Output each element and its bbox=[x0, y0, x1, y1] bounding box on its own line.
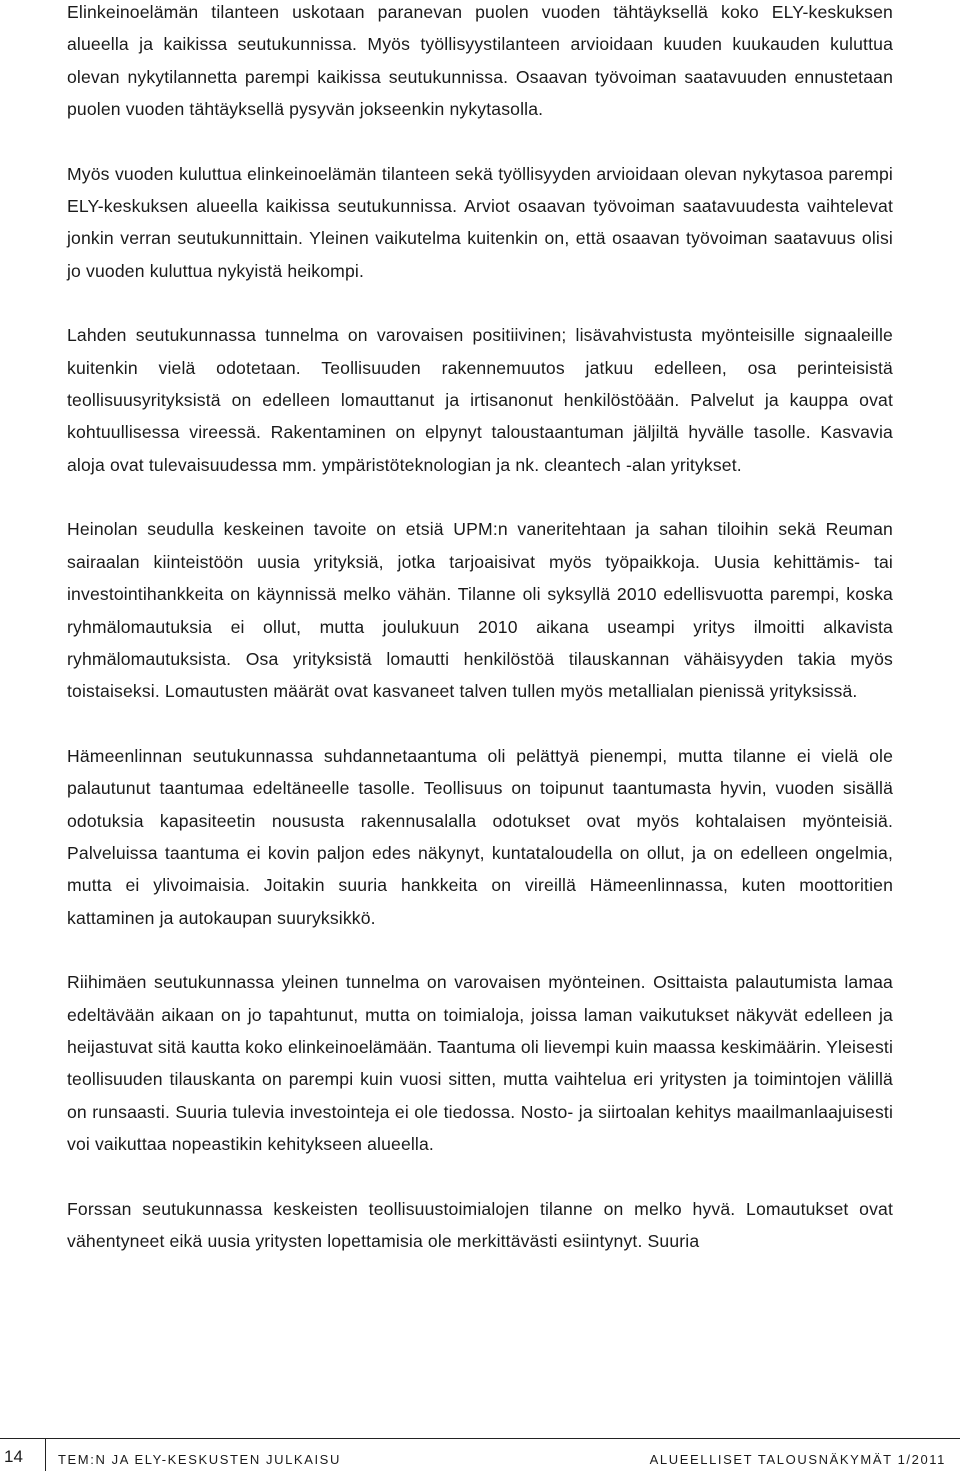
footer-page-number-divider bbox=[45, 1438, 46, 1471]
page-footer bbox=[0, 1438, 960, 1471]
paragraph-outlook-summary: Elinkeinoelämän tilanteen uskotaan paranevan puolen vuoden tähtäyksellä koko ELY-keskuksen alueella ja kaikissa seutukunnissa. Myös työllisyystilanteen arvioidaan kuuden kuukauden kuluttua olevan nykytilannetta parempi kaikissa seutukunnissa. Osaavan työvoiman saatavuuden ennustetaan puolen vuoden tähtäyksellä pysyvän jokseenkin nykytasolla. bbox=[67, 2, 893, 120]
publication-name: TEM:N JA ELY-KESKUSTEN JULKAISU bbox=[58, 1452, 341, 1467]
paragraph-lahti: Lahden seutukunnassa tunnelma on varovaisen positiivinen; lisävahvistusta myönteisille signaaleille kuitenkin vielä odotetaan. Teollisuuden rakennemuutos jatkuu edelleen, osa perinteisistä teollisuusyrityksistä on edelleen lomauttanut ja irtisanonut henkilöstöään. Palvelut ja kauppa ovat kohtuullisessa vireessä. Rakentaminen on elpynyt taloustaantuman jäljiltä hyvälle tasolle. Kasvavia aloja ovat tulevaisuudessa mm. ympäristöteknologian ja nk. cleantech -alan yritykset. bbox=[67, 325, 893, 475]
page-number: 14 bbox=[4, 1447, 23, 1466]
paragraph-forssa: Forssan seutukunnassa keskeisten teollisuustoimialojen tilanne on melko hyvä. Lomautukset ovat vähentyneet eikä uusia yritysten lopettamisia ole merkittävästi esiintynyt. Suuria bbox=[67, 1198, 893, 1251]
issue-title: ALUEELLISET TALOUSNÄKYMÄT 1/2011 bbox=[649, 1452, 946, 1467]
paragraph-riihimaki: Riihimäen seutukunnassa yleinen tunnelma on varovaisen myönteinen. Osittaista palautumista lamaa edeltävään aikaan on jo tapahtunut, mutta on toimialoja, joissa laman vaikutukset näkyvät edelleen ja heijastuvat sitä kautta koko elinkeinoelämään. Taantuma oli lievempi kuin maassa keskimäärin. Yleisesti teollisuuden tilauskanta on parempi kuin vuosi sitten, mutta vaihtelua eri yritysten ja toimintojen välillä on runsaasti. Suuria tulevia investointeja ei ole tiedossa. Nosto- ja siirtoalan kehitys maailmanlaajuisesti voi vaikuttaa nopeastikin kehitykseen alueella. bbox=[67, 972, 893, 1155]
page-body bbox=[67, 0, 893, 1289]
paragraph-heinola: Heinolan seudulla keskeinen tavoite on etsiä UPM:n vaneritehtaan ja sahan tiloihin sekä Reuman sairaalan kiinteistöön uusia yrityksiä, jotka tarjoaisivat myös työpaikkoja. Uusia kehittämis- tai investointihankkeita on käynnissä melko vähän. Tilanne oli syksyllä 2010 edellisvuotta parempi, koska ryhmälomautuksia ei ollut, mutta joulukuun 2010 aikana useampi yritys ilmoitti alkavista ryhmälomautuksista. Osa yrityksistä lomautti henkilöstöä tilauskannan vähäisyyden takia myös toistaiseksi. Lomautusten määrät ovat kasvaneet talven tullen myös metallialan pienissä yrityksissä. bbox=[67, 519, 893, 702]
footer-divider bbox=[0, 1438, 960, 1439]
paragraph-hameenlinna: Hämeenlinnan seutukunnassa suhdannetaantuma oli pelättyä pienempi, mutta tilanne ei vielä ole palautunut taantumaa edeltäneelle tasolle. Teollisuus on toipunut taantumasta hyvin, vuoden sisällä odotuksia kapasiteetin noususta rakennusalalla odotukset ovat myös kohtalaisen myönteisiä. Palveluissa taantuma ei kovin paljon edes näkynyt, kuntataloudella on ollut, ja on edelleen ongelmia, mutta ei ylivoimaisia. Joitakin suuria hankkeita on vireillä Hämeenlinnassa, kuten moottoritien kattaminen ja autokaupan suuryksikkö. bbox=[67, 745, 893, 928]
paragraph-year-outlook: Myös vuoden kuluttua elinkeinoelämän tilanteen sekä työllisyyden arvioidaan olevan nykytasoa parempi ELY-keskuksen alueella kaikissa seutukunnissa. Arviot osaavan työvoiman saatavuudesta vaihtelevat jonkin verran seutukunnittain. Yleinen vaikutelma kuitenkin on, että osaavan työvoiman saatavuus olisi jo vuoden kuluttua nykyistä heikompi. bbox=[67, 163, 893, 281]
